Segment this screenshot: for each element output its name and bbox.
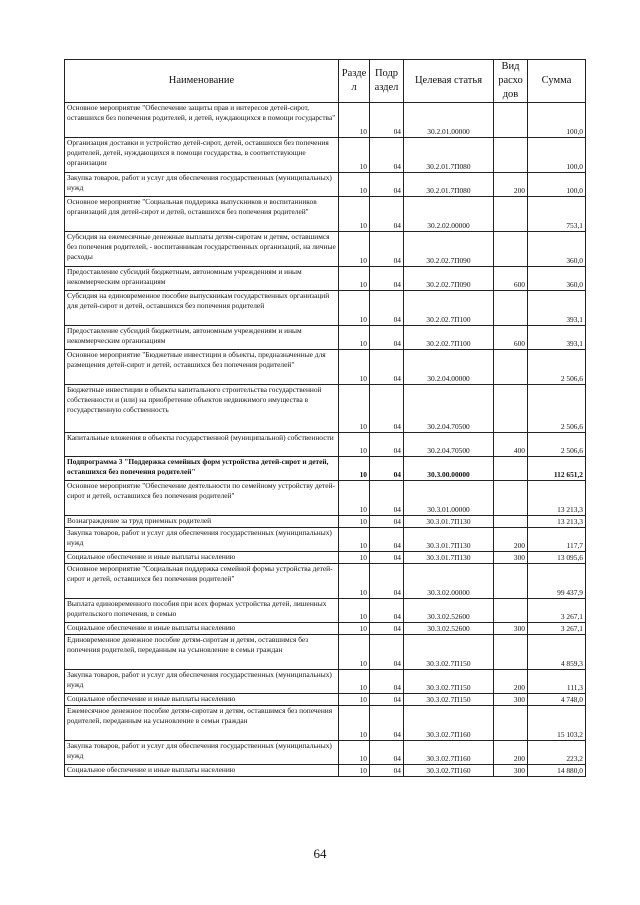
row-subsection: 04	[370, 326, 404, 350]
table-header-row	[65, 60, 586, 103]
row-sum: 3 267,1	[528, 599, 586, 623]
row-name: Ежемесячное денежное пособие детям-сиротам и детям, оставшимся без попечения родителей, переданным на усыновление в семьи граждан	[65, 706, 339, 741]
table-row	[65, 765, 586, 777]
table-row	[65, 103, 586, 138]
row-target: 30.2.02.7П100	[404, 291, 494, 326]
table-row	[65, 670, 586, 694]
row-expense-type	[494, 635, 528, 670]
row-section: 10	[339, 350, 370, 385]
row-expense-type	[494, 706, 528, 741]
row-target: 30.3.02.00000	[404, 564, 494, 599]
row-expense-type: 200	[494, 670, 528, 694]
row-sum: 117,7	[528, 528, 586, 552]
row-sum: 13 213,3	[528, 516, 586, 528]
row-name: Основное мероприятие "Социальная поддержка семейной формы устройства детей-сирот и детей, оставшихся без попечения родителей"	[65, 564, 339, 599]
row-expense-type: 200	[494, 741, 528, 765]
row-sum: 15 103,2	[528, 706, 586, 741]
row-sum: 13 095,6	[528, 552, 586, 564]
table-row	[65, 326, 586, 350]
row-sum: 99 437,9	[528, 564, 586, 599]
table-row	[65, 528, 586, 552]
table-row	[65, 552, 586, 564]
row-subsection: 04	[370, 623, 404, 635]
row-subsection: 04	[370, 599, 404, 623]
row-name: Вознаграждение за труд приемных родителей	[65, 516, 339, 528]
row-subsection: 04	[370, 528, 404, 552]
row-section: 10	[339, 197, 370, 232]
table-row	[65, 694, 586, 706]
row-expense-type	[494, 385, 528, 433]
page-number: 64	[313, 846, 327, 861]
row-expense-type: 400	[494, 433, 528, 457]
row-expense-type: 300	[494, 694, 528, 706]
row-subsection: 04	[370, 694, 404, 706]
row-expense-type: 600	[494, 326, 528, 350]
row-section: 10	[339, 528, 370, 552]
row-name: Социальное обеспечение и иные выплаты населению	[65, 623, 339, 635]
row-target: 30.3.01.7П130	[404, 528, 494, 552]
header-sum: Сумма	[528, 60, 586, 103]
row-expense-type	[494, 291, 528, 326]
row-expense-type	[494, 457, 528, 481]
row-target: 30.2.02.00000	[404, 197, 494, 232]
header-name: Наименование	[65, 60, 339, 103]
row-target: 30.3.02.7П150	[404, 694, 494, 706]
row-sum: 100,0	[528, 173, 586, 197]
row-name: Подпрограмма 3 "Поддержка семейных форм устройства детей-сирот и детей, оставшихся без попечения родителей"	[65, 457, 339, 481]
row-expense-type: 200	[494, 528, 528, 552]
row-target: 30.2.01.7П080	[404, 138, 494, 173]
row-sum: 2 506,6	[528, 433, 586, 457]
row-section: 10	[339, 103, 370, 138]
row-expense-type: 300	[494, 765, 528, 777]
header-subsection: Подр аздел	[370, 60, 404, 103]
row-subsection: 04	[370, 138, 404, 173]
table-row	[65, 457, 586, 481]
row-name: Предоставление субсидий бюджетным, автономным учреждениям и иным некоммерческим организациям	[65, 326, 339, 350]
table-row	[65, 232, 586, 267]
row-subsection: 04	[370, 516, 404, 528]
table-row	[65, 599, 586, 623]
row-expense-type	[494, 599, 528, 623]
row-name: Основное мероприятие "Обеспечение защиты прав и интересов детей-сирот, оставшихся без попечения родителей, и детей, нуждающихся в помощи государства"	[65, 103, 339, 138]
row-expense-type	[494, 103, 528, 138]
row-name: Субсидия на единовременное пособие выпускникам государственных организаций для детей-сирот и детей, оставшихся без попечения родителей	[65, 291, 339, 326]
table-row	[65, 706, 586, 741]
row-sum: 3 267,1	[528, 623, 586, 635]
row-section: 10	[339, 635, 370, 670]
row-subsection: 04	[370, 564, 404, 599]
row-target: 30.3.02.7П150	[404, 670, 494, 694]
row-target: 30.3.00.00000	[404, 457, 494, 481]
row-target: 30.2.01.00000	[404, 103, 494, 138]
row-target: 30.2.04.70500	[404, 385, 494, 433]
header-target: Целевая статья	[404, 60, 494, 103]
row-name: Закупка товаров, работ и услуг для обеспечения государственных (муниципальных) нужд	[65, 173, 339, 197]
row-expense-type	[494, 481, 528, 516]
row-sum: 223,2	[528, 741, 586, 765]
row-subsection: 04	[370, 706, 404, 741]
row-section: 10	[339, 670, 370, 694]
row-name: Основное мероприятие "Обеспечение деятельности по семейному устройству детей-сирот и детей, оставшихся без попечения родителей"	[65, 481, 339, 516]
row-section: 10	[339, 433, 370, 457]
row-sum: 100,0	[528, 138, 586, 173]
row-name: Социальное обеспечение и иные выплаты населению	[65, 694, 339, 706]
row-section: 10	[339, 481, 370, 516]
row-expense-type: 200	[494, 173, 528, 197]
row-subsection: 04	[370, 291, 404, 326]
row-section: 10	[339, 173, 370, 197]
row-expense-type	[494, 232, 528, 267]
row-subsection: 04	[370, 670, 404, 694]
table-row	[65, 516, 586, 528]
row-target: 30.3.02.7П160	[404, 706, 494, 741]
row-sum: 13 213,3	[528, 481, 586, 516]
row-sum: 2 506,6	[528, 350, 586, 385]
table-row	[65, 433, 586, 457]
table-row	[65, 385, 586, 433]
row-section: 10	[339, 385, 370, 433]
row-section: 10	[339, 267, 370, 291]
table-row	[65, 564, 586, 599]
row-subsection: 04	[370, 481, 404, 516]
table-row	[65, 623, 586, 635]
row-sum: 360,0	[528, 267, 586, 291]
row-target: 30.3.02.7П160	[404, 741, 494, 765]
table-row	[65, 197, 586, 232]
row-section: 10	[339, 694, 370, 706]
table-row	[65, 138, 586, 173]
row-target: 30.2.04.00000	[404, 350, 494, 385]
row-section: 10	[339, 765, 370, 777]
row-expense-type	[494, 197, 528, 232]
table-row	[65, 267, 586, 291]
row-sum: 360,0	[528, 232, 586, 267]
table-row	[65, 291, 586, 326]
row-section: 10	[339, 564, 370, 599]
row-name: Социальное обеспечение и иные выплаты населению	[65, 765, 339, 777]
row-expense-type	[494, 564, 528, 599]
row-sum: 14 880,0	[528, 765, 586, 777]
row-target: 30.3.02.7П150	[404, 635, 494, 670]
row-sum: 393,1	[528, 291, 586, 326]
row-subsection: 04	[370, 433, 404, 457]
row-section: 10	[339, 552, 370, 564]
row-sum: 100,0	[528, 103, 586, 138]
row-name: Социальное обеспечение и иные выплаты населению	[65, 552, 339, 564]
table-row	[65, 741, 586, 765]
row-section: 10	[339, 706, 370, 741]
row-name: Капитальные вложения в объекты государственной (муниципальной) собственности	[65, 433, 339, 457]
row-sum: 2 506,6	[528, 385, 586, 433]
row-sum: 393,1	[528, 326, 586, 350]
row-name: Закупка товаров, работ и услуг для обеспечения государственных (муниципальных) нужд	[65, 670, 339, 694]
row-sum: 753,1	[528, 197, 586, 232]
row-target: 30.2.02.7П100	[404, 326, 494, 350]
row-subsection: 04	[370, 267, 404, 291]
row-subsection: 04	[370, 765, 404, 777]
header-expense-type: Вид расхо дов	[494, 60, 528, 103]
row-subsection: 04	[370, 552, 404, 564]
table-row	[65, 635, 586, 670]
row-expense-type	[494, 138, 528, 173]
table-row	[65, 173, 586, 197]
row-name: Основное мероприятие "Социальная поддержка выпускников и воспитанников организаций для детей-сирот и детей, оставшихся без попечения родителей"	[65, 197, 339, 232]
row-subsection: 04	[370, 741, 404, 765]
row-name: Субсидия на ежемесячные денежные выплаты детям-сиротам и детям, оставшимся без попечения родителей, - воспитанникам государственных организаций, на личные расходы	[65, 232, 339, 267]
row-target: 30.2.04.70500	[404, 433, 494, 457]
row-section: 10	[339, 599, 370, 623]
row-subsection: 04	[370, 385, 404, 433]
row-expense-type: 600	[494, 267, 528, 291]
row-name: Предоставление субсидий бюджетным, автономным учреждениям и иным некоммерческим организациям	[65, 267, 339, 291]
row-section: 10	[339, 232, 370, 267]
row-target: 30.3.01.7П130	[404, 516, 494, 528]
row-target: 30.3.01.7П130	[404, 552, 494, 564]
row-target: 30.2.02.7П090	[404, 267, 494, 291]
row-sum: 111,3	[528, 670, 586, 694]
row-target: 30.2.01.7П080	[404, 173, 494, 197]
row-target: 30.3.02.52600	[404, 623, 494, 635]
row-section: 10	[339, 516, 370, 528]
row-sum: 4 748,0	[528, 694, 586, 706]
row-section: 10	[339, 326, 370, 350]
row-section: 10	[339, 741, 370, 765]
header-section: Разде л	[339, 60, 370, 103]
row-sum: 112 651,2	[528, 457, 586, 481]
row-subsection: 04	[370, 457, 404, 481]
row-subsection: 04	[370, 197, 404, 232]
row-target: 30.2.02.7П090	[404, 232, 494, 267]
row-expense-type: 300	[494, 552, 528, 564]
row-section: 10	[339, 623, 370, 635]
budget-table	[64, 59, 586, 777]
row-expense-type	[494, 350, 528, 385]
row-name: Выплата единовременного пособия при всех формах устройства детей, лишенных родительского попечения, в семью	[65, 599, 339, 623]
row-name: Закупка товаров, работ и услуг для обеспечения государственных (муниципальных) нужд	[65, 741, 339, 765]
row-section: 10	[339, 457, 370, 481]
row-subsection: 04	[370, 232, 404, 267]
row-name: Единовременное денежное пособие детям-сиротам и детям, оставшимся без попечения родителей, переданным на усыновление в семьи граждан	[65, 635, 339, 670]
row-target: 30.3.01.00000	[404, 481, 494, 516]
row-sum: 4 859,3	[528, 635, 586, 670]
row-subsection: 04	[370, 173, 404, 197]
row-expense-type: 300	[494, 623, 528, 635]
table-body	[65, 103, 586, 777]
row-expense-type	[494, 516, 528, 528]
row-name: Бюджетные инвестиции в объекты капитального строительства государственной собственности и (или) на приобретение объектов недвижимого имущества в государственную собственность	[65, 385, 339, 433]
row-subsection: 04	[370, 635, 404, 670]
row-target: 30.3.02.52600	[404, 599, 494, 623]
row-section: 10	[339, 138, 370, 173]
row-name: Основное мероприятие "Бюджетные инвестиции в объекты, предназначенные для размещения детей-сирот и детей, оставшихся без попечения родителей"	[65, 350, 339, 385]
row-name: Закупка товаров, работ и услуг для обеспечения государственных (муниципальных) нужд	[65, 528, 339, 552]
row-subsection: 04	[370, 103, 404, 138]
row-target: 30.3.02.7П160	[404, 765, 494, 777]
row-section: 10	[339, 291, 370, 326]
table-row	[65, 481, 586, 516]
row-name: Организация доставки и устройство детей-сирот, детей, оставшихся без попечения родителей, детей, нуждающихся в помощи государства, в соответствующие организации	[65, 138, 339, 173]
row-subsection: 04	[370, 350, 404, 385]
table-row	[65, 350, 586, 385]
